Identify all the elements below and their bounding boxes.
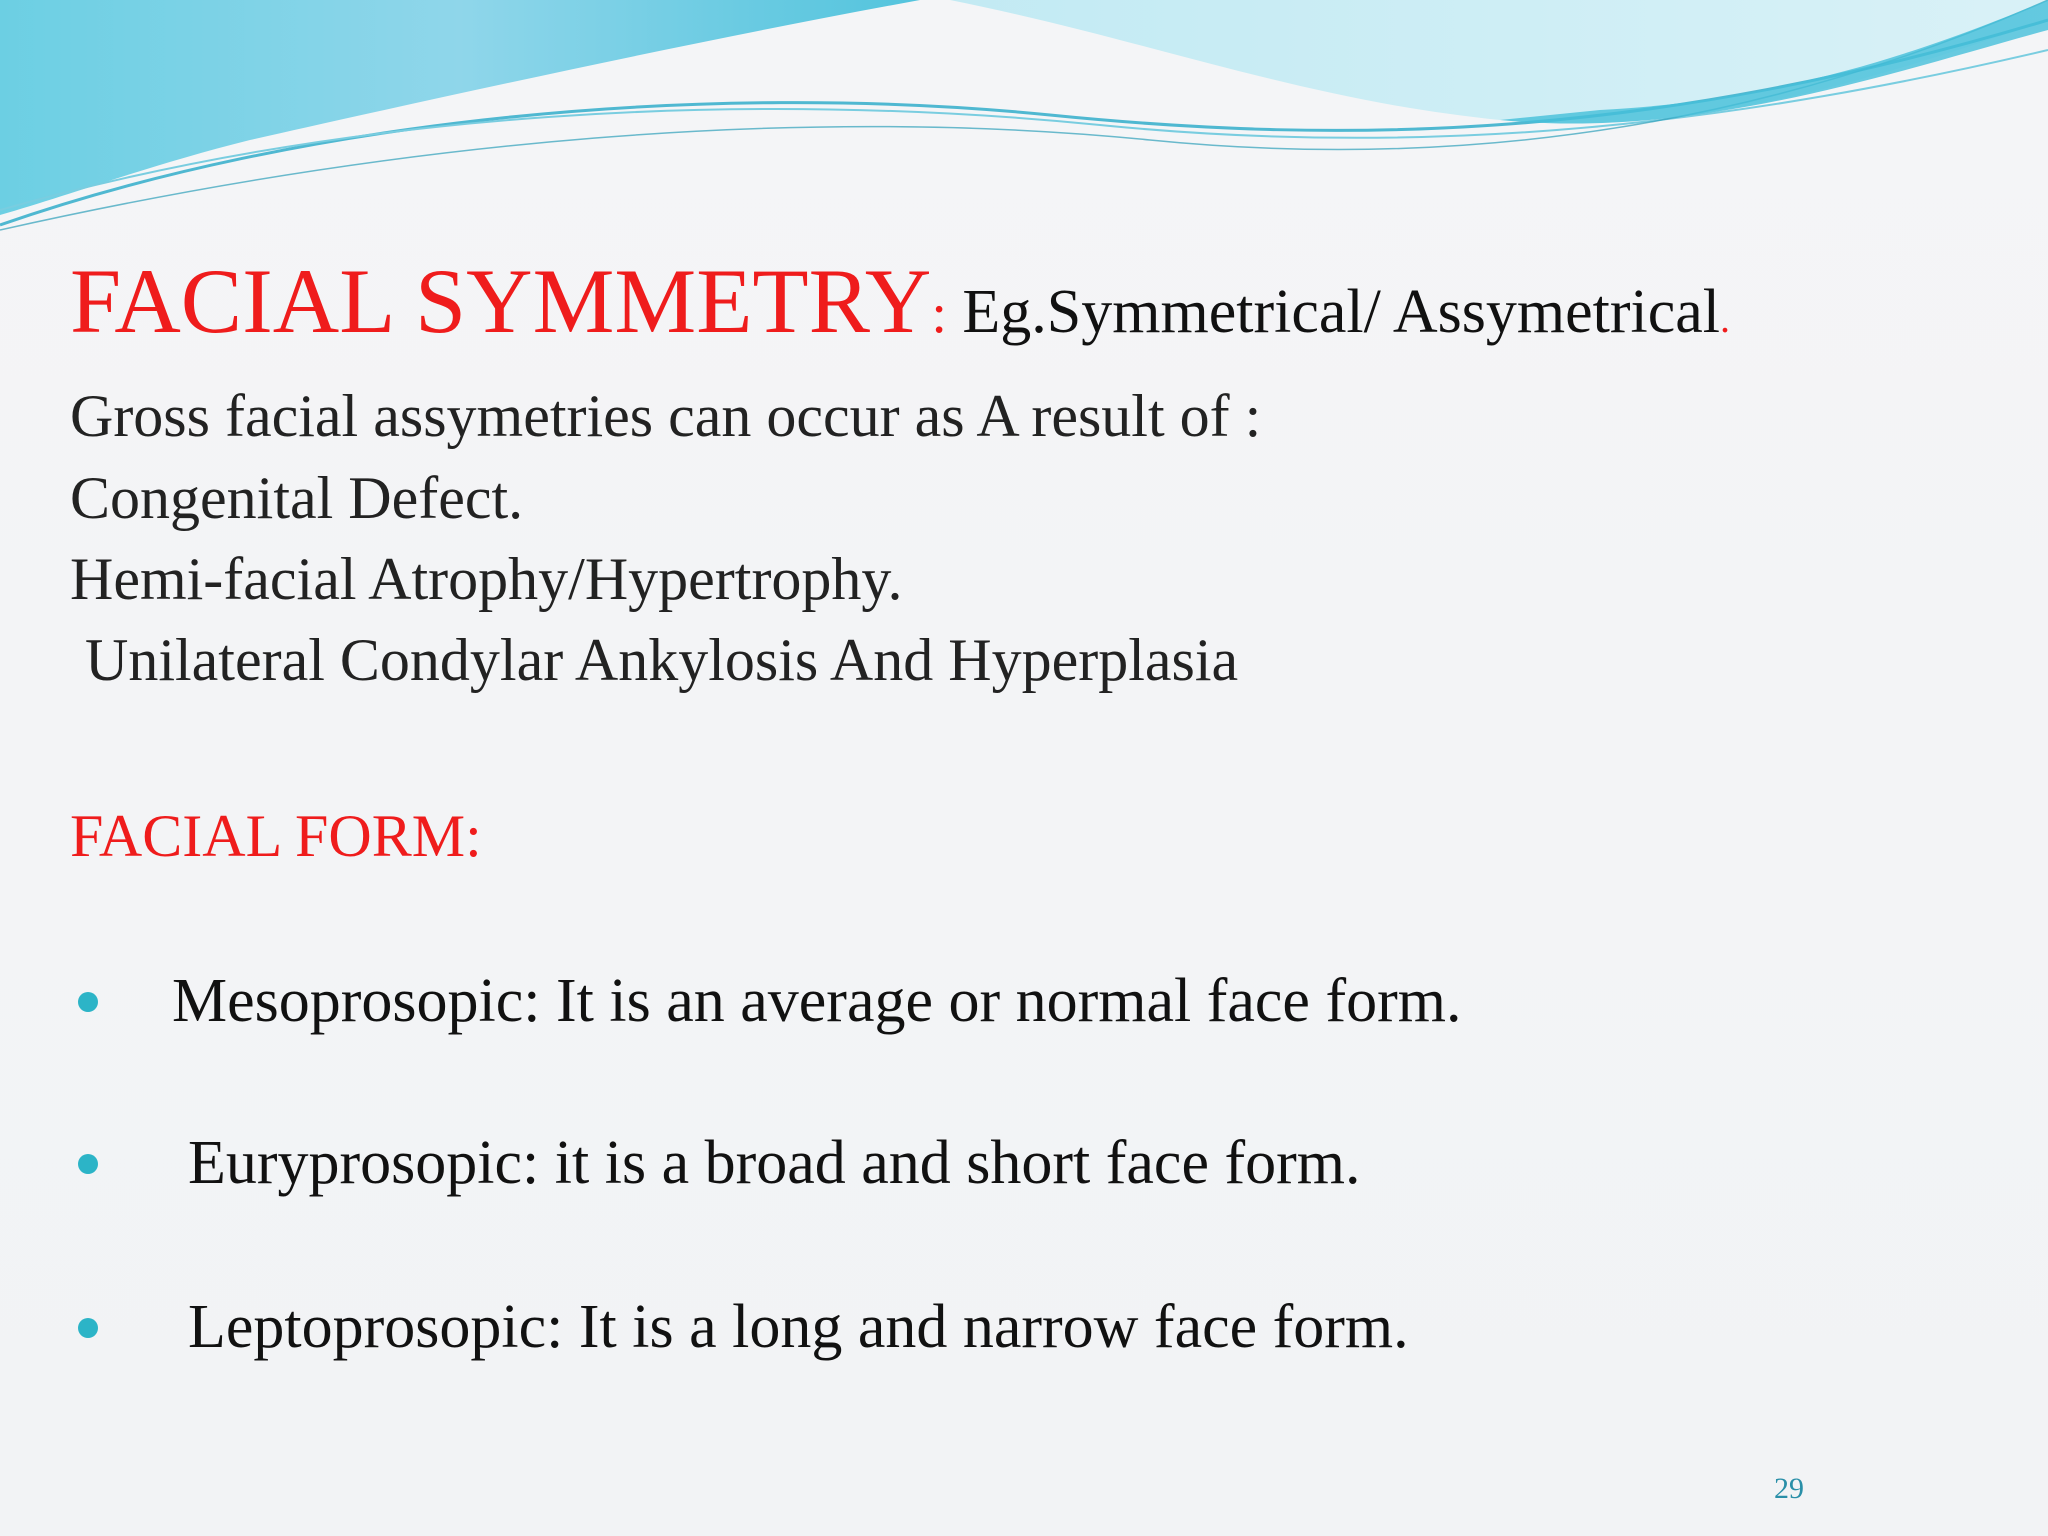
title-heading: FACIAL SYMMETRY: [70, 250, 932, 352]
title-example: Eg.Symmetrical/ Assymetrical: [946, 278, 1721, 346]
title-period: .: [1720, 296, 1731, 341]
title-colon: :: [931, 283, 947, 345]
body-line: Unilateral Condylar Ankylosis And Hyperplasia: [70, 627, 1239, 693]
body-line: Gross facial assymetries can occur as A result of :: [70, 383, 1262, 449]
body-line: Congenital Defect.: [70, 465, 524, 531]
bullet-text: Mesoprosopic: It is an average or normal face form.: [172, 967, 1462, 1035]
body-line: Hemi-facial Atrophy/Hypertrophy.: [70, 546, 903, 612]
bullet-icon: [78, 992, 98, 1012]
bullet-text: Leptoprosopic: It is a long and narrow face form.: [188, 1293, 1409, 1361]
decorative-wave-banner: [0, 0, 2048, 240]
bullet-icon: [78, 1318, 98, 1338]
page-number: 29: [1774, 1472, 1804, 1505]
facial-form-heading: FACIAL FORM:: [70, 803, 482, 869]
slide-title: [70, 250, 1731, 352]
bullet-icon: [78, 1154, 98, 1174]
bullet-text: Euryprosopic: it is a broad and short face form.: [188, 1129, 1361, 1197]
